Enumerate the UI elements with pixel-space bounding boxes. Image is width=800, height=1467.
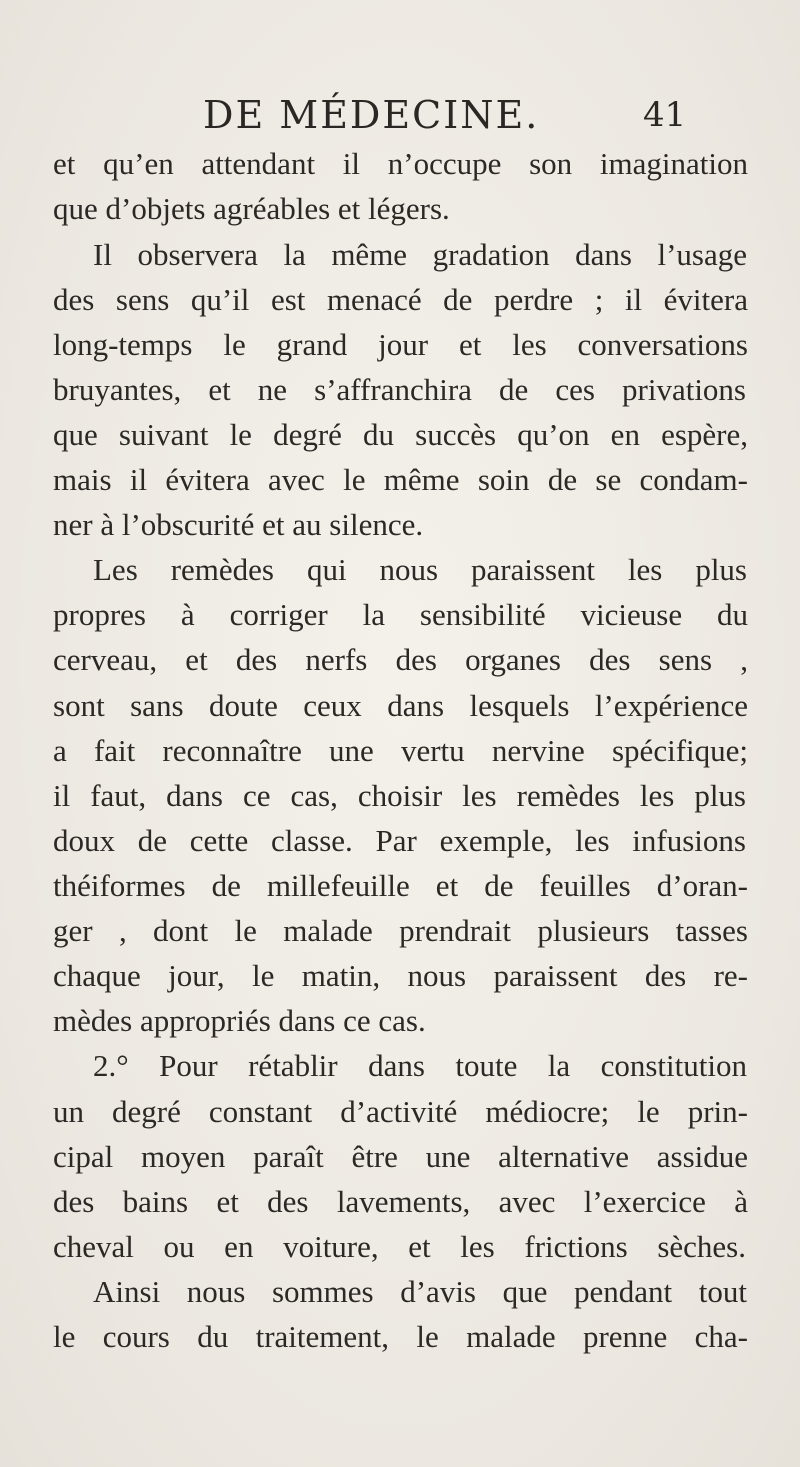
text-line: un degré constant d’activité médiocre; le prin- — [53, 1094, 748, 1129]
text-line: sont sans doute ceux dans lesquels l’expérience — [53, 688, 748, 723]
text-line: cipal moyen paraît être une alternative assidue — [53, 1139, 748, 1174]
text-line: il faut, dans ce cas, choisir les remèdes les plus — [53, 778, 746, 813]
page-number: 41 — [643, 95, 687, 135]
text-line: ner à l’obscurité et au silence. — [53, 507, 424, 542]
text-line: et qu’en attendant il n’occupe son imagination — [53, 146, 748, 181]
text-line: que d’objets agréables et légers. — [53, 191, 450, 226]
text-line: doux de cette classe. Par exemple, les infusions — [53, 823, 746, 858]
text-line: des sens qu’il est menacé de perdre ; il évitera — [53, 282, 748, 317]
text-line: chaque jour, le matin, nous paraissent des re- — [53, 958, 748, 993]
text-line: cheval ou en voiture, et les frictions sèches. — [53, 1229, 746, 1264]
text-line: 2.° Pour rétablir dans toute la constitution — [93, 1048, 747, 1083]
text-line: Ainsi nous sommes d’avis que pendant tout — [93, 1274, 747, 1309]
text-line: mèdes appropriés dans ce cas. — [53, 1003, 426, 1038]
text-line: Il observera la même gradation dans l’usage — [93, 237, 747, 272]
text-line: Les remèdes qui nous paraissent les plus — [93, 552, 747, 587]
running-head: DE MÉDECINE. — [203, 93, 540, 137]
text-line: propres à corriger la sensibilité vicieuse du — [53, 597, 748, 632]
text-line: que suivant le degré du succès qu’on en espère, — [53, 417, 748, 452]
text-line: bruyantes, et ne s’affranchira de ces privations — [53, 372, 746, 407]
page-header — [0, 90, 800, 140]
text-line: théiformes de millefeuille et de feuilles d’oran- — [53, 868, 748, 903]
text-line: mais il évitera avec le même soin de se condam- — [53, 462, 748, 497]
text-line: a fait reconnaître une vertu nervine spécifique; — [53, 733, 748, 768]
text-line: long-temps le grand jour et les conversations — [53, 327, 748, 362]
text-line: des bains et des lavements, avec l’exercice à — [53, 1184, 748, 1219]
text-line: ger , dont le malade prendrait plusieurs tasses — [53, 913, 748, 948]
text-line: le cours du traitement, le malade prenne cha- — [53, 1319, 748, 1354]
text-line: cerveau, et des nerfs des organes des sens , — [53, 642, 748, 677]
